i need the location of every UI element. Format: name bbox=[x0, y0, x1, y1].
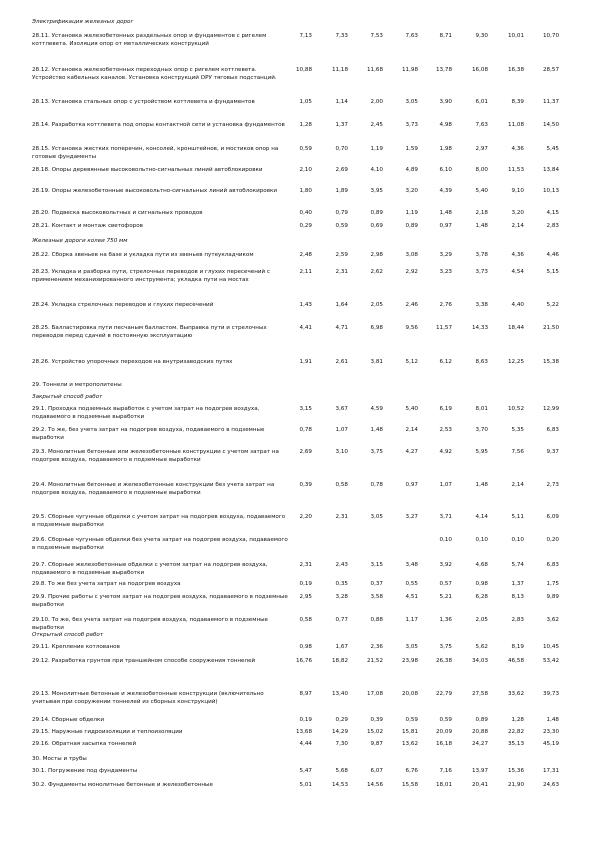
value-cell: 3,20 bbox=[405, 188, 418, 194]
value-cell: 2,43 bbox=[335, 562, 348, 568]
row-description: 29.2. То же, без учета затрат на подогрев воздуха, подаваемого в подземные выработки bbox=[32, 427, 265, 442]
value-cell: 2,31 bbox=[335, 514, 348, 520]
value-cell: 3,05 bbox=[370, 514, 383, 520]
value-cell: 1,28 bbox=[511, 717, 524, 723]
value-cell: 6,10 bbox=[439, 167, 452, 173]
value-cell: 1,48 bbox=[475, 223, 488, 229]
row-description: 28.22. Сборка звеньев на базе и укладка пути из звеньев путеукладчиком bbox=[32, 252, 254, 258]
value-cell: 13,84 bbox=[542, 167, 559, 173]
value-cell: 39,73 bbox=[542, 691, 559, 697]
value-cell: 3,73 bbox=[405, 122, 418, 128]
value-cell: 16,18 bbox=[435, 741, 452, 747]
value-cell: 14,33 bbox=[471, 325, 488, 331]
value-cell: 46,58 bbox=[507, 658, 524, 664]
value-cell: 3,73 bbox=[475, 269, 488, 275]
row-description: 28.25. Балластировка пути песчаным балластом. Выправка пути и стрелочных переводов перед сдачей в постоянную эксплуатацию bbox=[32, 325, 267, 340]
value-cell: 3,90 bbox=[439, 99, 452, 105]
value-cell: 3,71 bbox=[439, 514, 452, 520]
value-cell: 2,45 bbox=[370, 122, 383, 128]
value-cell: 5,74 bbox=[511, 562, 524, 568]
value-cell: 24,63 bbox=[542, 782, 559, 788]
value-cell: 16,38 bbox=[507, 67, 524, 73]
value-cell: 13,78 bbox=[435, 67, 452, 73]
value-cell: 9,56 bbox=[405, 325, 418, 331]
value-cell: 3,62 bbox=[546, 617, 559, 623]
value-cell: 17,08 bbox=[366, 691, 383, 697]
value-cell: 4,40 bbox=[511, 302, 524, 308]
value-cell: 10,88 bbox=[295, 67, 312, 73]
value-cell: 0,98 bbox=[299, 644, 312, 650]
value-cell: 0,59 bbox=[439, 717, 452, 723]
value-cell: 3,81 bbox=[370, 359, 383, 365]
value-cell: 0,10 bbox=[511, 537, 524, 543]
value-cell: 7,16 bbox=[439, 768, 452, 774]
value-cell: 0,29 bbox=[335, 717, 348, 723]
value-cell: 4,71 bbox=[335, 325, 348, 331]
value-cell: 3,48 bbox=[405, 562, 418, 568]
value-cell: 22,79 bbox=[435, 691, 452, 697]
value-cell: 3,27 bbox=[405, 514, 418, 520]
row-description: 29.7. Сборные железобетонные обделки с учетом затрат на подогрев воздуха, подаваемого в подземные выработки bbox=[32, 562, 268, 577]
row-description: 28.19. Опоры железобетонные высоковольтно-сигнальных линий автоблокировки bbox=[32, 188, 278, 194]
value-cell: 2,69 bbox=[299, 449, 312, 455]
value-cell: 3,78 bbox=[475, 252, 488, 258]
value-cell: 21,90 bbox=[507, 782, 524, 788]
section-title: Железные дороги колеи 750 мм bbox=[32, 238, 128, 244]
row-description: 28.24. Укладка стрелочных переводов и глухих пересечений bbox=[32, 302, 214, 308]
value-cell: 0,59 bbox=[405, 717, 418, 723]
value-cell: 4,68 bbox=[475, 562, 488, 568]
row-description: 29.16. Обратная засыпка тоннелей bbox=[32, 741, 137, 747]
value-cell: 8,00 bbox=[475, 167, 488, 173]
value-cell: 2,48 bbox=[299, 252, 312, 258]
row-description: 29.12. Разработка грунтов при траншейном способе сооружения тоннелей bbox=[32, 658, 256, 664]
value-cell: 2,76 bbox=[439, 302, 452, 308]
value-cell: 0,98 bbox=[475, 581, 488, 587]
value-cell: 20,09 bbox=[435, 729, 452, 735]
row-description: 29.14. Сборные обделки bbox=[32, 717, 104, 723]
value-cell: 1,37 bbox=[511, 581, 524, 587]
value-cell: 5,45 bbox=[546, 146, 559, 152]
value-cell: 0,97 bbox=[405, 482, 418, 488]
row-description: 29.8. То же без учета затрат на подогрев воздуха bbox=[32, 581, 181, 587]
value-cell: 7,30 bbox=[335, 741, 348, 747]
value-cell: 3,95 bbox=[370, 188, 383, 194]
value-cell: 15,81 bbox=[401, 729, 418, 735]
value-cell: 3,29 bbox=[439, 252, 452, 258]
value-cell: 5,40 bbox=[475, 188, 488, 194]
value-cell: 34,03 bbox=[471, 658, 488, 664]
value-cell: 0,58 bbox=[299, 617, 312, 623]
value-cell: 4,15 bbox=[546, 210, 559, 216]
value-cell: 3,15 bbox=[299, 406, 312, 412]
value-cell: 0,70 bbox=[335, 146, 348, 152]
value-cell: 3,67 bbox=[335, 406, 348, 412]
value-cell: 1,14 bbox=[335, 99, 348, 105]
section-title: Электрификация железных дорог bbox=[32, 19, 134, 25]
row-description: 29.1. Проходка подземных выработок с учетом затрат на подогрев воздуха, подаваемого в подземные выработки bbox=[32, 406, 260, 421]
row-description: 29.5. Сборные чугунные обделки с учетом затрат на подогрев воздуха, подаваемого в подземные выработки bbox=[32, 514, 286, 529]
value-cell: 0,29 bbox=[299, 223, 312, 229]
row-description: 29.9. Прочие работы с учетом затрат на подогрев воздуха, подаваемого в подземные выработки bbox=[32, 594, 288, 609]
value-cell: 1,67 bbox=[335, 644, 348, 650]
value-cell: 5,01 bbox=[299, 782, 312, 788]
value-cell: 21,50 bbox=[542, 325, 559, 331]
value-cell: 27,58 bbox=[471, 691, 488, 697]
value-cell: 28,57 bbox=[542, 67, 559, 73]
row-description: 29.3. Монолитные бетонные или железобетонные конструкции с учетом затрат на подогрев воздуха, подаваемого в подземные выработки bbox=[32, 449, 279, 464]
value-cell: 4,14 bbox=[475, 514, 488, 520]
value-cell: 6,76 bbox=[405, 768, 418, 774]
value-cell: 7,13 bbox=[299, 33, 312, 39]
value-cell: 26,38 bbox=[435, 658, 452, 664]
value-cell: 3,92 bbox=[439, 562, 452, 568]
value-cell: 6,83 bbox=[546, 427, 559, 433]
value-cell: 1,19 bbox=[370, 146, 383, 152]
value-cell: 8,01 bbox=[475, 406, 488, 412]
value-cell: 0,39 bbox=[299, 482, 312, 488]
value-cell: 4,46 bbox=[546, 252, 559, 258]
value-cell: 11,08 bbox=[507, 122, 524, 128]
value-cell: 4,89 bbox=[405, 167, 418, 173]
value-cell: 0,37 bbox=[370, 581, 383, 587]
value-cell: 5,15 bbox=[546, 269, 559, 275]
value-cell: 3,05 bbox=[405, 99, 418, 105]
value-cell: 0,10 bbox=[439, 537, 452, 543]
value-cell: 5,22 bbox=[546, 302, 559, 308]
value-cell: 9,10 bbox=[511, 188, 524, 194]
value-cell: 3,15 bbox=[370, 562, 383, 568]
value-cell: 6,28 bbox=[475, 594, 488, 600]
value-cell: 3,08 bbox=[405, 252, 418, 258]
value-cell: 45,19 bbox=[542, 741, 559, 747]
value-cell: 4,41 bbox=[299, 325, 312, 331]
value-cell: 0,69 bbox=[370, 223, 383, 229]
value-cell: 14,53 bbox=[331, 782, 348, 788]
value-cell: 0,20 bbox=[546, 537, 559, 543]
value-cell: 13,68 bbox=[295, 729, 312, 735]
row-description: 28.13. Установка стальных опор с устройством коттлевета и фундаментов bbox=[32, 99, 255, 105]
section-title: 29. Тоннели и метрополитены bbox=[32, 382, 122, 388]
value-cell: 20,88 bbox=[471, 729, 488, 735]
value-cell: 8,97 bbox=[299, 691, 312, 697]
row-description: 30.2. Фундаменты монолитные бетонные и железобетонные bbox=[32, 782, 213, 788]
row-description: 28.12. Установка железобетонных переходных опор с ригелем коттлевета. Устройство кабельных каналов. Установка конструкций ОРУ тяговых подстанций. bbox=[32, 67, 277, 82]
value-cell: 12,25 bbox=[507, 359, 524, 365]
value-cell: 0,55 bbox=[405, 581, 418, 587]
value-cell: 3,38 bbox=[475, 302, 488, 308]
section-title: Открытый способ работ bbox=[32, 632, 104, 638]
value-cell: 0,19 bbox=[299, 581, 312, 587]
value-cell: 1,48 bbox=[370, 427, 383, 433]
value-cell: 7,63 bbox=[475, 122, 488, 128]
value-cell: 2,14 bbox=[405, 427, 418, 433]
value-cell: 0,19 bbox=[299, 717, 312, 723]
section-title: Закрытый способ работ bbox=[32, 394, 103, 400]
value-cell: 17,31 bbox=[542, 768, 559, 774]
value-cell: 4,10 bbox=[370, 167, 383, 173]
value-cell: 4,44 bbox=[299, 741, 312, 747]
row-description: 28.15. Установка жестких поперечин, консолей, кронштейнов, и мостиков опор на готовые фундаменты bbox=[32, 146, 279, 161]
value-cell: 1,17 bbox=[405, 617, 418, 623]
value-cell: 9,89 bbox=[546, 594, 559, 600]
value-cell: 3,20 bbox=[511, 210, 524, 216]
value-cell: 2,92 bbox=[405, 269, 418, 275]
value-cell: 0,89 bbox=[370, 210, 383, 216]
value-cell: 1,36 bbox=[439, 617, 452, 623]
value-cell: 5,12 bbox=[405, 359, 418, 365]
value-cell: 2,31 bbox=[335, 269, 348, 275]
row-description: 29.10. То же, без учета затрат на подогрев воздуха, подаваемого в подземные выработки bbox=[32, 617, 268, 632]
value-cell: 12,99 bbox=[542, 406, 559, 412]
value-cell: 1,07 bbox=[439, 482, 452, 488]
value-cell: 5,40 bbox=[405, 406, 418, 412]
value-cell: 2,05 bbox=[370, 302, 383, 308]
value-cell: 0,40 bbox=[299, 210, 312, 216]
row-description: 28.21. Контакт и монтаж светофоров bbox=[32, 223, 143, 229]
value-cell: 1,64 bbox=[335, 302, 348, 308]
value-cell: 0,89 bbox=[405, 223, 418, 229]
value-cell: 15,36 bbox=[507, 768, 524, 774]
value-cell: 2,20 bbox=[299, 514, 312, 520]
value-cell: 7,33 bbox=[335, 33, 348, 39]
value-cell: 8,71 bbox=[439, 33, 452, 39]
value-cell: 14,29 bbox=[331, 729, 348, 735]
value-cell: 2,97 bbox=[475, 146, 488, 152]
value-cell: 23,30 bbox=[542, 729, 559, 735]
value-cell: 4,98 bbox=[439, 122, 452, 128]
value-cell: 3,75 bbox=[370, 449, 383, 455]
value-cell: 10,01 bbox=[507, 33, 524, 39]
value-cell: 3,10 bbox=[335, 449, 348, 455]
value-cell: 4,54 bbox=[511, 269, 524, 275]
value-cell: 0,77 bbox=[335, 617, 348, 623]
value-cell: 2,05 bbox=[475, 617, 488, 623]
value-cell: 18,82 bbox=[331, 658, 348, 664]
value-cell: 1,05 bbox=[299, 99, 312, 105]
value-cell: 3,70 bbox=[475, 427, 488, 433]
value-cell: 0,78 bbox=[370, 482, 383, 488]
value-cell: 10,52 bbox=[507, 406, 524, 412]
row-description: 30.1. Погружение под фундаменты bbox=[32, 768, 138, 774]
value-cell: 11,68 bbox=[366, 67, 383, 73]
value-cell: 4,27 bbox=[405, 449, 418, 455]
value-cell: 2,98 bbox=[370, 252, 383, 258]
value-cell: 5,35 bbox=[511, 427, 524, 433]
value-cell: 0,59 bbox=[335, 223, 348, 229]
value-cell: 3,28 bbox=[335, 594, 348, 600]
row-description: 29.15. Наружные гидроизоляции и теплоизоляции bbox=[32, 729, 183, 735]
value-cell: 1,07 bbox=[335, 427, 348, 433]
value-cell: 0,35 bbox=[335, 581, 348, 587]
value-cell: 20,41 bbox=[471, 782, 488, 788]
value-cell: 3,23 bbox=[439, 269, 452, 275]
value-cell: 1,89 bbox=[335, 188, 348, 194]
row-description: 29.13. Монолитные бетонные и железобетонные конструкции (включительно учитывая при сооружении тоннелей из сборных конструкций) bbox=[32, 691, 264, 706]
value-cell: 7,53 bbox=[370, 33, 383, 39]
value-cell: 6,98 bbox=[370, 325, 383, 331]
value-cell: 6,12 bbox=[439, 359, 452, 365]
value-cell: 3,05 bbox=[405, 644, 418, 650]
value-cell: 23,98 bbox=[401, 658, 418, 664]
value-cell: 4,59 bbox=[370, 406, 383, 412]
value-cell: 10,70 bbox=[542, 33, 559, 39]
value-cell: 14,56 bbox=[366, 782, 383, 788]
value-cell: 16,76 bbox=[295, 658, 312, 664]
value-cell: 11,37 bbox=[542, 99, 559, 105]
value-cell: 0,59 bbox=[299, 146, 312, 152]
value-cell: 35,13 bbox=[507, 741, 524, 747]
value-cell: 9,37 bbox=[546, 449, 559, 455]
value-cell: 1,98 bbox=[439, 146, 452, 152]
value-cell: 53,42 bbox=[542, 658, 559, 664]
value-cell: 0,88 bbox=[370, 617, 383, 623]
value-cell: 11,18 bbox=[331, 67, 348, 73]
value-cell: 2,69 bbox=[335, 167, 348, 173]
section-title: 30. Мосты и трубы bbox=[32, 756, 87, 762]
value-cell: 2,36 bbox=[370, 644, 383, 650]
value-cell: 1,59 bbox=[405, 146, 418, 152]
value-cell: 11,53 bbox=[507, 167, 524, 173]
row-description: 28.18. Опоры деревянные высоковольтно-сигнальных линий автоблокировки bbox=[32, 167, 263, 173]
value-cell: 4,36 bbox=[511, 146, 524, 152]
value-cell: 5,21 bbox=[439, 594, 452, 600]
value-cell: 2,14 bbox=[511, 223, 524, 229]
row-description: 29.4. Монолитные бетонные и железобетонные конструкции без учета затрат на подогрев воздуха, подаваемого в подземные выработки bbox=[32, 482, 275, 497]
value-cell: 2,46 bbox=[405, 302, 418, 308]
value-cell: 5,11 bbox=[511, 514, 524, 520]
row-description: 28.11. Установка железобетонных раздельных опор и фундаментов с ригелем коттлевета. Изоляция опор от металлических конструкций bbox=[32, 33, 267, 48]
value-cell: 1,91 bbox=[299, 359, 312, 365]
value-cell: 0,58 bbox=[335, 482, 348, 488]
value-cell: 3,75 bbox=[439, 644, 452, 650]
value-cell: 0,10 bbox=[475, 537, 488, 543]
value-cell: 10,13 bbox=[542, 188, 559, 194]
value-cell: 33,62 bbox=[507, 691, 524, 697]
value-cell: 6,01 bbox=[475, 99, 488, 105]
value-cell: 2,18 bbox=[475, 210, 488, 216]
value-cell: 6,07 bbox=[370, 768, 383, 774]
value-cell: 2,10 bbox=[299, 167, 312, 173]
value-cell: 2,73 bbox=[546, 482, 559, 488]
value-cell: 21,52 bbox=[366, 658, 383, 664]
value-cell: 8,13 bbox=[511, 594, 524, 600]
value-cell: 13,97 bbox=[471, 768, 488, 774]
value-cell: 15,02 bbox=[366, 729, 383, 735]
row-description: 28.23. Укладка и разборка пути, стрелочных переводов и глухих пересечений с применением механизированного инструмента; укладка пути на мостах bbox=[32, 269, 270, 284]
value-cell: 8,63 bbox=[475, 359, 488, 365]
value-cell: 5,47 bbox=[299, 768, 312, 774]
value-cell: 24,27 bbox=[471, 741, 488, 747]
value-cell: 0,79 bbox=[335, 210, 348, 216]
value-cell: 1,48 bbox=[546, 717, 559, 723]
value-cell: 7,63 bbox=[405, 33, 418, 39]
value-cell: 0,39 bbox=[370, 717, 383, 723]
value-cell: 7,56 bbox=[511, 449, 524, 455]
value-cell: 1,37 bbox=[335, 122, 348, 128]
value-cell: 4,36 bbox=[511, 252, 524, 258]
value-cell: 8,39 bbox=[511, 99, 524, 105]
row-description: 28.26. Устройство упорочных переходов на внутризаводских путях bbox=[32, 359, 233, 365]
value-cell: 11,57 bbox=[435, 325, 452, 331]
row-description: 28.20. Подвеска высоковольтных и сигнальных проводов bbox=[32, 210, 203, 216]
value-cell: 3,58 bbox=[370, 594, 383, 600]
value-cell: 2,53 bbox=[439, 427, 452, 433]
value-cell: 1,19 bbox=[405, 210, 418, 216]
value-cell: 6,19 bbox=[439, 406, 452, 412]
value-cell: 1,43 bbox=[299, 302, 312, 308]
value-cell: 0,57 bbox=[439, 581, 452, 587]
value-cell: 4,51 bbox=[405, 594, 418, 600]
value-cell: 13,62 bbox=[401, 741, 418, 747]
row-description: 28.14. Разработка коттлевета под опоры контактной сети и установка фундаментов bbox=[32, 122, 285, 128]
row-description: 29.11. Крепление котлованов bbox=[32, 644, 120, 650]
value-cell: 18,01 bbox=[435, 782, 452, 788]
value-cell: 2,62 bbox=[370, 269, 383, 275]
value-cell: 2,14 bbox=[511, 482, 524, 488]
value-cell: 2,61 bbox=[335, 359, 348, 365]
value-cell: 5,68 bbox=[335, 768, 348, 774]
value-cell: 0,89 bbox=[475, 717, 488, 723]
value-cell: 18,44 bbox=[507, 325, 524, 331]
value-cell: 10,45 bbox=[542, 644, 559, 650]
row-description: 29.6. Сборные чугунные обделки без учета затрат на подогрев воздуха, подаваемого в подземные выработки bbox=[32, 537, 288, 552]
value-cell: 1,75 bbox=[546, 581, 559, 587]
value-cell: 5,95 bbox=[475, 449, 488, 455]
value-cell: 2,00 bbox=[370, 99, 383, 105]
value-cell: 15,38 bbox=[542, 359, 559, 365]
value-cell: 8,19 bbox=[511, 644, 524, 650]
value-cell: 14,50 bbox=[542, 122, 559, 128]
value-cell: 0,97 bbox=[439, 223, 452, 229]
value-cell: 2,83 bbox=[546, 223, 559, 229]
value-cell: 0,78 bbox=[299, 427, 312, 433]
value-cell: 2,59 bbox=[335, 252, 348, 258]
value-cell: 2,95 bbox=[299, 594, 312, 600]
value-cell: 2,31 bbox=[299, 562, 312, 568]
value-cell: 20,08 bbox=[401, 691, 418, 697]
value-cell: 5,62 bbox=[475, 644, 488, 650]
value-cell: 4,92 bbox=[439, 449, 452, 455]
value-cell: 22,82 bbox=[507, 729, 524, 735]
value-cell: 1,28 bbox=[299, 122, 312, 128]
value-cell: 11,98 bbox=[401, 67, 418, 73]
value-cell: 16,08 bbox=[471, 67, 488, 73]
value-cell: 9,87 bbox=[370, 741, 383, 747]
value-cell: 15,58 bbox=[401, 782, 418, 788]
value-cell: 2,11 bbox=[299, 269, 312, 275]
value-cell: 1,80 bbox=[299, 188, 312, 194]
value-cell: 1,48 bbox=[475, 482, 488, 488]
value-cell: 2,83 bbox=[511, 617, 524, 623]
value-cell: 6,09 bbox=[546, 514, 559, 520]
value-cell: 13,40 bbox=[331, 691, 348, 697]
value-cell: 4,39 bbox=[439, 188, 452, 194]
value-cell: 9,30 bbox=[475, 33, 488, 39]
value-cell: 6,83 bbox=[546, 562, 559, 568]
value-cell: 1,48 bbox=[439, 210, 452, 216]
